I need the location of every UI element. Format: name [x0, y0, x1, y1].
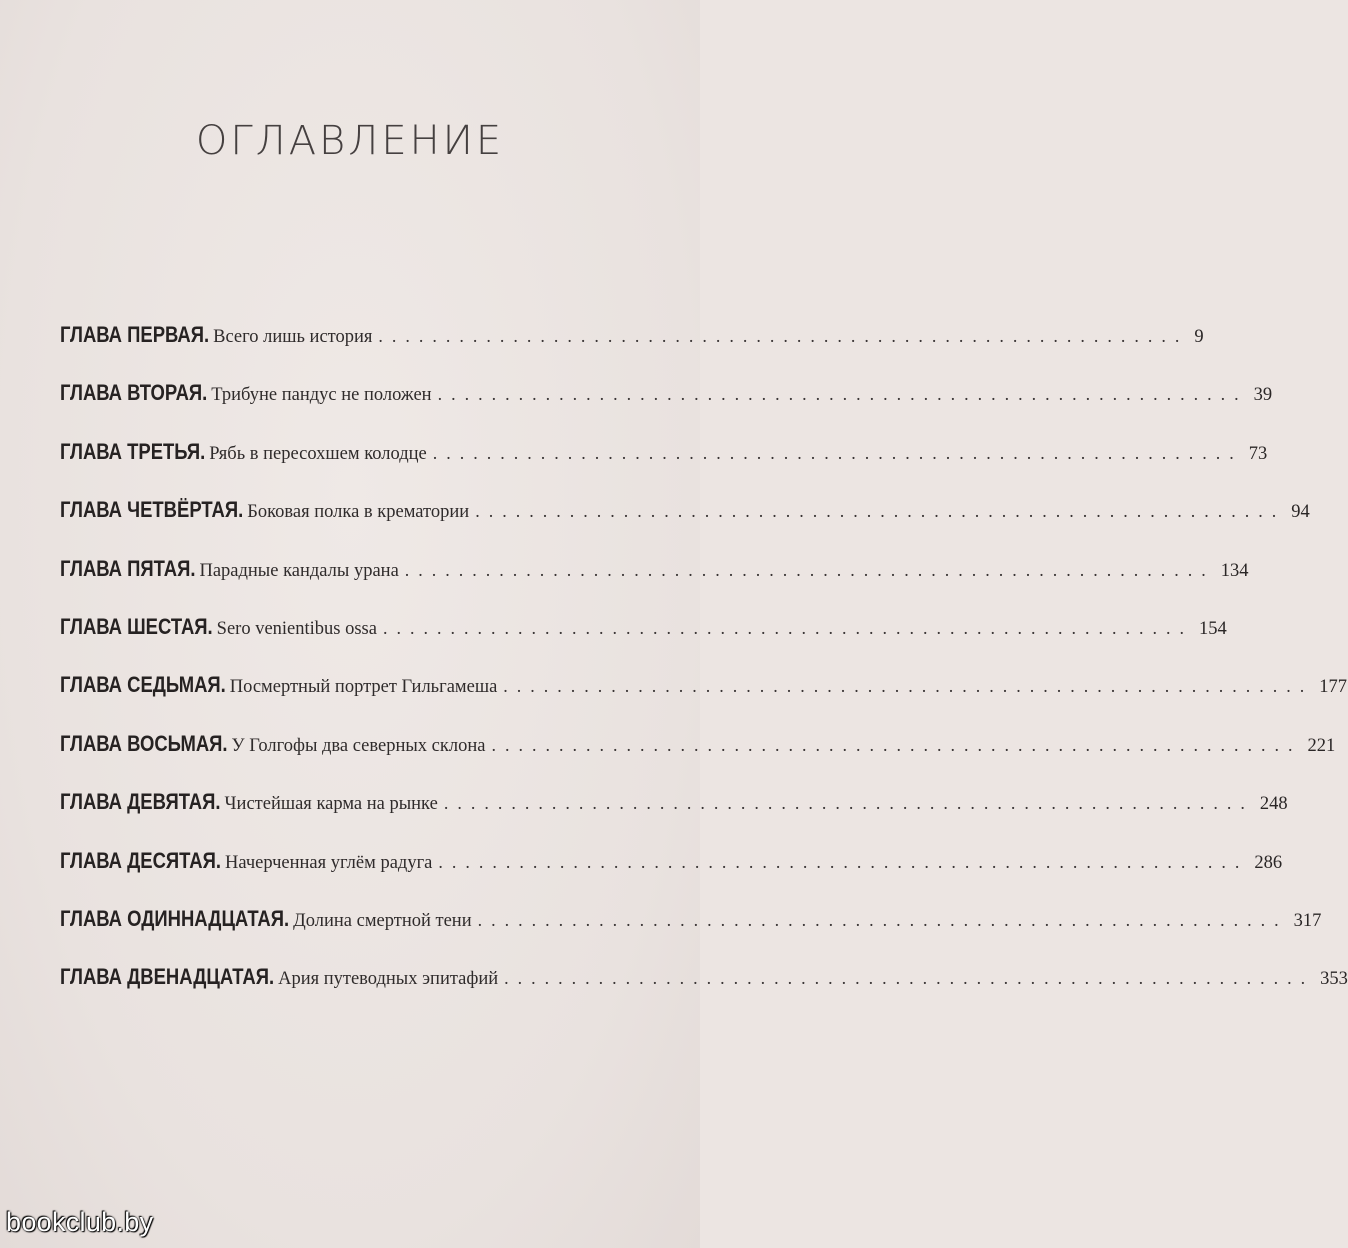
toc-chapter-wrap — [60, 789, 221, 815]
toc-chapter-subtitle: Начерченная углём радуга — [224, 852, 433, 873]
toc-entry — [60, 964, 1348, 1022]
toc-page-number: 286 — [1254, 852, 1283, 873]
toc-dot-leader: ............................................................ — [378, 326, 1189, 346]
toc-entry — [60, 555, 1249, 614]
toc-chapter-wrap — [60, 556, 195, 582]
toc-dot-leader: ............................................................ — [504, 968, 1315, 989]
toc-chapter-label: ГЛАВА ПЯТАЯ. — [60, 555, 196, 581]
toc-entry — [60, 613, 1227, 672]
toc-chapter-subtitle: Ария путеводных эпитафий — [278, 969, 499, 990]
toc-chapter-label: ГЛАВА ШЕСТАЯ. — [60, 613, 213, 639]
toc-entry — [60, 497, 1310, 555]
toc-chapter-label: ГЛАВА ВТОРАЯ. — [60, 380, 208, 406]
toc-page-number: 94 — [1291, 502, 1310, 523]
toc-dot-leader: ............................................................ — [491, 734, 1302, 755]
toc-entry — [60, 672, 1348, 730]
toc-chapter-wrap — [60, 439, 205, 465]
toc-entry — [60, 380, 1273, 438]
toc-page-number: 154 — [1198, 618, 1227, 639]
toc-dot-leader: ............................................................ — [477, 909, 1288, 930]
toc-chapter-subtitle: У Голгофы два северных склона — [231, 735, 486, 756]
toc-chapter-subtitle: Чистейшая карма на рынке — [224, 794, 438, 815]
toc-chapter-label: ГЛАВА ДВЕНАДЦАТАЯ. — [60, 964, 275, 990]
toc-chapter-subtitle: Трибуне пандус не положен — [211, 385, 432, 406]
toc-dot-leader: ............................................................ — [437, 384, 1248, 405]
toc-chapter-label: ГЛАВА ДЕВЯТАЯ. — [60, 789, 221, 815]
toc-chapter-label: ГЛАВА ОДИННАДЦАТАЯ. — [60, 905, 290, 931]
toc-chapter-label: ГЛАВА ЧЕТВЁРТАЯ. — [60, 497, 244, 523]
toc-chapter-label: ГЛАВА СЕДЬМАЯ. — [60, 672, 226, 698]
toc-chapter-subtitle: Парадные кандалы урана — [199, 560, 399, 581]
toc-entry — [60, 905, 1322, 964]
toc-chapter-wrap — [60, 672, 226, 698]
toc-chapter-wrap — [60, 964, 274, 990]
toc-chapter-subtitle: Долина смертной тени — [293, 910, 472, 931]
toc-chapter-wrap — [60, 731, 228, 757]
toc-page-number: 353 — [1320, 969, 1348, 990]
toc-entry — [60, 847, 1283, 906]
toc-page-number: 317 — [1293, 910, 1322, 931]
toc-page-number: 177 — [1319, 677, 1348, 698]
toc-chapter-wrap — [60, 906, 289, 932]
toc-entry — [60, 730, 1336, 789]
toc-chapter-wrap — [60, 614, 213, 640]
toc-chapter-wrap — [60, 497, 243, 523]
toc-entry — [60, 322, 1204, 380]
site-watermark: bookclub.by — [6, 1207, 154, 1237]
toc-page-number: 39 — [1253, 385, 1273, 406]
toc-dot-leader: ............................................................ — [438, 851, 1249, 872]
table-of-contents — [60, 322, 1348, 1023]
toc-page-number: 221 — [1307, 735, 1336, 756]
page-title: ОГЛАВЛЕНИЕ — [195, 118, 505, 164]
toc-dot-leader: ............................................................ — [432, 442, 1243, 463]
toc-chapter-subtitle: Sero venientibus ossa — [216, 618, 377, 639]
toc-dot-leader: ............................................................ — [404, 559, 1215, 580]
toc-chapter-subtitle: Боковая полка в крематории — [247, 502, 470, 523]
toc-chapter-wrap — [60, 322, 209, 348]
toc-chapter-label: ГЛАВА ВОСЬМАЯ. — [60, 730, 228, 756]
toc-chapter-wrap — [60, 848, 221, 874]
toc-chapter-subtitle: Всего лишь история — [213, 327, 373, 347]
toc-entry — [60, 438, 1268, 497]
toc-dot-leader: ............................................................ — [382, 617, 1193, 638]
toc-chapter-wrap — [60, 380, 207, 406]
toc-chapter-subtitle: Рябь в пересохшем колодце — [209, 443, 427, 464]
toc-chapter-label: ГЛАВА ДЕСЯТАЯ. — [60, 847, 221, 873]
toc-chapter-label: ГЛАВА ПЕРВАЯ. — [60, 322, 210, 347]
toc-page-number: 134 — [1220, 560, 1249, 581]
toc-entry — [60, 789, 1288, 847]
toc-dot-leader: ............................................................ — [443, 793, 1254, 814]
toc-page-number: 73 — [1248, 443, 1268, 464]
toc-chapter-subtitle: Посмертный портрет Гильгамеша — [229, 677, 498, 698]
toc-dot-leader: ............................................................ — [503, 676, 1314, 697]
toc-page-number: 248 — [1259, 794, 1288, 815]
toc-chapter-label: ГЛАВА ТРЕТЬЯ. — [60, 438, 206, 464]
toc-dot-leader: ............................................................ — [475, 501, 1286, 522]
toc-page-number: 9 — [1194, 327, 1204, 347]
